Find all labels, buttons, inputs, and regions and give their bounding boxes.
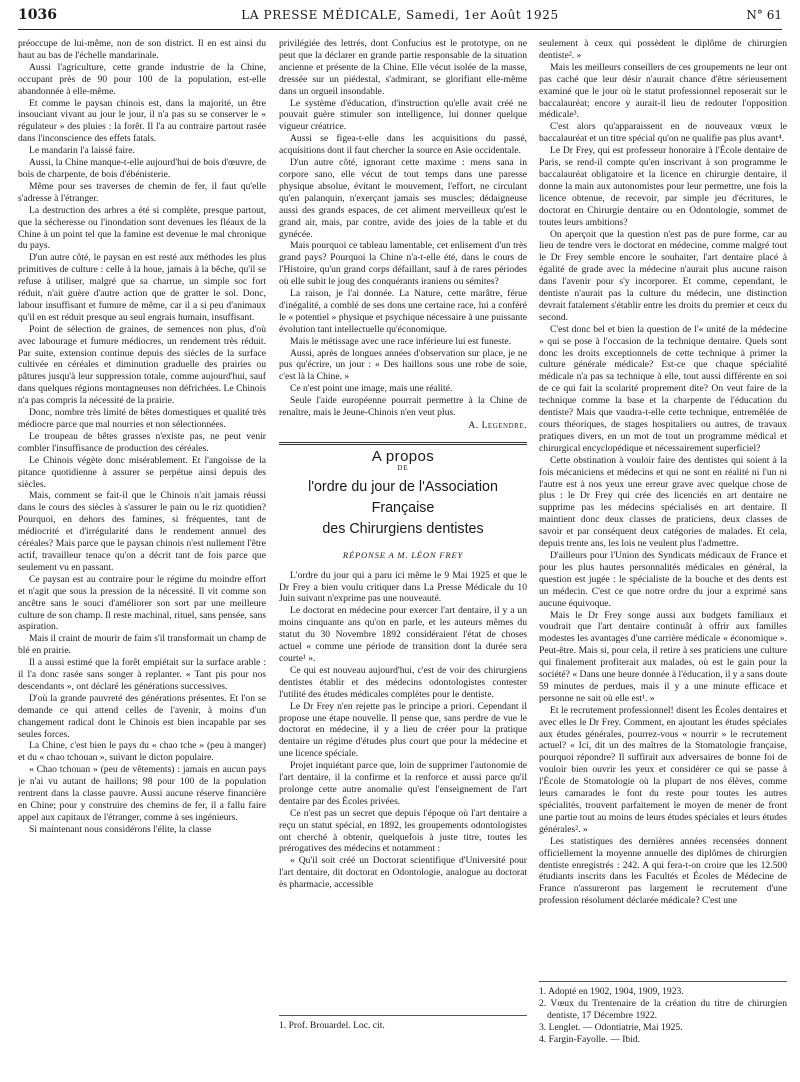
paragraph: Projet inquiétant parce que, loin de supprimer l'autonomie de l'art dentaire, il la confirme et la renforce et aussi parce qu'il prolonge cette autre anomalie qu'est l'enseignement de l'art dentaire par des Écoles privées. [279, 760, 527, 807]
paragraph: Mais pourquoi ce tableau lamentable, cet enlisement d'un très grand pays? Pourquoi la Chine n'a-t-elle été, dans le cours de l'Histoire, qu'un grand corps défaillant, sauf à de rares périodes où elle subit le joug des conquérants iraniens ou sémites? [279, 240, 527, 288]
paragraph: L'ordre du jour qui a paru ici même le 9 Mai 1925 et que le Dr Frey a bien voulu critiquer dans La Presse Médicale du 10 Juin suivant n'exprime pas une nouveauté. [279, 569, 527, 605]
paragraph: Le Dr Frey, qui est professeur honoraire à l'École dentaire de Paris, se rend-il compte qu'en inscrivant à son programme le baccalauréat obligatoire et la licence en chirurgie dentaire, il donne la main aux autonomistes pour leur permettre, une fois la licence obtenue, de recevoir, par simple jeu d'écritures, le doctorat en Chirurgie dentaire ou en Odontologie, sommet de toutes leurs ambitions? [539, 145, 787, 228]
paragraph: Aussi se figea-t-elle dans les acquisitions du passé, acquisitions dont il faut chercher la source en Asie occidentale. [279, 133, 527, 157]
paragraph: « Qu'il soit créé un Doctorat scientifique d'Université pour l'art dentaire, dit doctorat en Odontologie, analogue au doctorat ès pharmacie, accessible [279, 855, 527, 891]
paragraph: Aussi, la Chine manque-t-elle aujourd'hui de bois d'œuvre, de bois de charpente, de bois d'ébénisterie. [18, 157, 266, 180]
frey-response-body [279, 570, 527, 891]
paragraph: Aussi, après de longues années d'observation sur place, je ne pus qu'écrire, un jour : « Des haillons sous une robe de soie, c'est là la Chine. » [279, 347, 527, 383]
footnote: 4. Fargin-Fayolle. — Ibid. [539, 1033, 641, 1045]
paragraph: Le système d'éducation, d'instruction qu'elle avait créé ne pouvait guère stimuler son intelligence, lui donner quelque vigueur créatrice. [279, 97, 527, 133]
footnote: 1. Prof. Brouardel. Loc. cit. [279, 1020, 385, 1031]
column-right [539, 38, 787, 1082]
paragraph: Le Dr Frey n'en rejette pas le principe a priori. Cependant il propose une étape nouvelle. Il pense que, sans perdre de vue le doctorat en médecine, il y a lieu de créer pour la pratique dentaire un régime d'études plus court que pour la médecine et une licence spéciale. [279, 700, 527, 760]
page-header [18, 7, 782, 30]
paragraph: Mais le métissage avec une race inférieure lui est funeste. [290, 335, 512, 347]
paragraph: Donc, nombre très limité de bêtes domestiques et qualité très médiocre parce que mal nourries et non sélectionnées. [18, 407, 266, 430]
paragraph: D'ailleurs pour l'Union des Syndicats médicaux de France et pour les plus hautes personnalités médicales en général, la question est jugée : le spécialiste de la bouche et des dents est un médecin. C'est ce que notre ordre du jour a exprimé sans aucune équivoque. [539, 549, 787, 609]
paragraph: Et comme le paysan chinois est, dans la majorité, un être insouciant vivant au jour le jour, il n'a pas su se conserver le « régulateur » des pluies : la forêt. Il l'a au contraire partout rasée dans l'inconscience des effets fatals. [18, 97, 266, 145]
footnote: 1. Adopté en 1902, 1904, 1909, 1923. [539, 986, 684, 997]
paragraph: Aussi l'agriculture, cette grande industrie de la Chine, occupant près de 90 pour 100 de la population, est-elle abandonnée à elle-même. [18, 61, 266, 97]
paragraph: D'un autre côté, le paysan en est resté aux méthodes les plus primitives de culture : celle à la houe, jamais à la bêche, qu'il se refuse à utiliser, malgré que sa charrue, un simple soc fort réduit, n'ait guère d'autre action que de gratter le sol. Donc, labour insuffisant et fumure de même, car il a si peu d'animaux qu'il en est réduit presque au seul engrais humain, insuffisant. [18, 252, 266, 323]
footnotes-right [539, 981, 787, 1046]
paragraph: privilégiée des lettrés, dont Confucius est le prototype, on ne peut que la déclarer en grande partie responsable de la situation ancienne et présente de la Chine. Elle vécut isolée de la masse, dressée sur un piédestal, s'admirant, se glorifiant elle-même dans un orgueil insondable. [279, 38, 527, 97]
paragraph: Si maintenant nous considérons l'élite, la classe [29, 823, 212, 835]
paragraph: « Chao tchouan » (peu de vêtements) : jamais en aucun pays je n'ai vu autant de haillons; 98 pour 100 de la population rentrent dans la classe pauvre. Aussi aucune réserve financière en Chine; pour y construire des chemins de fer, il a fallu faire appel aux capitaux de l'étranger, comme à ses ingénieurs. [18, 764, 266, 823]
article-title-line-1: l'ordre du jour de l'Association Française [308, 478, 498, 516]
paragraph: Point de sélection de graines, de semences non plus, d'où avec labourage et fumure médiocres, un rendement très réduit. Par suite, extension continue depuis des siècles de la surface cultivée en céréales et diminution graduelle des prairies ou pâtures jusqu'à leur suppression totale, comme aujourd'hui, sauf dans quelques régions montagneuses non défrichées. Le Chinois n'a pas compris la nécessité de la prairie. [18, 323, 266, 407]
paragraph: Le doctorat en médecine pour exercer l'art dentaire, il y a un moins cinquante ans qu'on en parle, et les auteurs mêmes du statut du 30 Novembre 1892 considéraient l'état de choses actuel « comme une période de transition dont la durée sera courte¹ ». [279, 605, 527, 664]
footnote: 3. Lenglet. — Odontiatrie, Mai 1925. [539, 1021, 683, 1033]
paragraph: Les statistiques des dernières années recensées donnent officiellement la moyenne annuelle des diplômes de chirurgien dentiste enregistrés : 242. A qui fera-t-on croire que les 12.500 étudiants inscrits dans les Facultés et Écoles de Médecine de France n'assureront pas largement le recrutement d'une profession résolument déclarée médicale? C'est une [539, 835, 787, 907]
article-title-line-2: des Chirurgiens dentistes [322, 520, 484, 537]
legendre-article-end [279, 38, 527, 419]
article-heading [279, 447, 527, 562]
footnotes-middle [279, 1015, 527, 1032]
issue-number: N° 61 [746, 8, 782, 22]
paragraph: Mais le Dr Frey songe aussi aux budgets familiaux et voudrait que l'art dentaire continuât à offrir aux familles modestes les avantages d'une carrière médicale « économique ». Peut-être. Mais si, pour cela, il retire à ses praticiens une culture qui finalement profiterait aux malades, où est le gain pour la société? « Dans une heure donnée à l'éducation, il y a sans doute 59 minutes de perdues, mais il y a une minute efficace et personne ne sait où elle est¹. » [539, 609, 787, 704]
paragraph: Mais il craint de mourir de faim s'il transformait un champ de blé en prairie. [18, 633, 266, 657]
column-middle [279, 38, 527, 1082]
paragraph: Ce qui est nouveau aujourd'hui, c'est de voir des chirurgiens dentistes établir et des médecins odontologistes contester l'utilité des études médicales complètes pour le dentiste. [279, 664, 527, 700]
page-number: 1036 [18, 7, 57, 23]
paragraph: Ce n'est point une image, mais une réalité. [290, 383, 453, 395]
paragraph: La Chine, c'est bien le pays du « chao tche » (peu à manger) et du « chao tchouan », suivant le dicton populaire. [18, 740, 266, 764]
article-kicker: A propos [371, 447, 435, 465]
journal-title-date: LA PRESSE MÉDICALE, Samedi, 1er Août 1925 [241, 8, 559, 22]
paragraph: C'est donc bel et bien la question de l'« unité de la médecine » qui se pose à l'occasion de la technique dentaire. Quels sont donc les droits exceptionnels de cette technique à primer la culture générale médicale? Est-ce que chaque spécialité médicale n'a pas sa technique à elle, tout aussi différente en soi de ce qui fait la scolarité proprement dite? On veut faire de la technique comme la base et la charpente de l'éducation du dentiste? Mais que vaudra-t-elle cette technique, entremêlée de cours théoriques, de stages hospitaliers ou autres, de travaux pratiques divers, en un mot de tout un programme médical et chirurgical encyclopédique et nécessairement superficiel? [539, 323, 787, 454]
paragraph: Même pour ses traverses de chemin de fer, il faut qu'elle s'adresse à l'étranger. [18, 180, 266, 204]
paragraph: La destruction des arbres a été si complète, presque partout, que la sécheresse ou l'inondation sont devenues les fléaux de la Chine à un point tel que la famine est devenue le mal chronique du pays. [18, 204, 266, 252]
paragraph: préoccupe de lui-même, non de son district. Il en est ainsi du haut au bas de l'échelle mandarinale. [18, 38, 266, 61]
frey-response-continued [539, 38, 787, 907]
article-divider [279, 442, 527, 445]
paragraph: On aperçoit que la question n'est pas de pure forme, car au lieu de tendre vers le doctorat en médecine, comme malgré tout le Dr Frey semble encore le souhaiter, l'art dentaire placé à égalité de grade avec la médecine n'aurait plus aucune raison dans l'avenir pour s'y incorporer. Et comme, cependant, le dentiste n'aurait pas la culture du médecin, une distinction devrait fatalement s'établir entre les droits du premier et ceux du second. [539, 228, 787, 323]
paragraph: Cette obstination à vouloir faire des dentistes qui soient à la fois mécaniciens et médecins et qui ne sont en réalité ni l'un ni l'autre est à nos yeux une erreur grave avec quelque chose de plus : le Dr Frey qui crée des licenciés en art dentaire ne supprime pas les médecins spécialisés en art dentaire. Il maintient donc deux classes de praticiens, deux classes de savoir et par conséquent deux catégories de malades. Et cela, depuis trente ans, les lois ne veulent plus l'admettre. [539, 454, 787, 550]
article-subtitle: RÉPONSE A M. LÉON FREY [342, 549, 464, 560]
paragraph: Ce n'est pas un secret que depuis l'époque où l'art dentaire a reçu un statut spécial, en 1892, les groupements odontologistes ont cherché à obtenir, quelquefois à juste titre, toutes les prérogatives des médecins et notamment : [279, 807, 527, 855]
paragraph: Et le recrutement professionnel! disent les Écoles dentaires et avec elles le Dr Frey. Comment, en ajoutant les études spéciales aux études générales, pourrez-vous « nourrir » le recrutement actuel? « Ici, dit un des maîtres de la Stomatologie française, pourquoi répondre? Il suffirait aux adversaires de bonne foi de vouloir bien ouvrir les yeux et considérer ce qui se passe à l'École de Stomatologie où la plupart de nos élèves, comme leurs camarades le font du reste pour toutes les autres spécialités, trouvent parfaitement le moyen de mener de front une partie tout au moins de leurs études spéciales et leurs études générales². » [539, 704, 787, 835]
paragraph: C'est alors qu'apparaissent en de nouveaux vœux le baccalauréat et un titre spécial qu'on ne qualifie pas plus avant⁴. [539, 121, 787, 145]
paragraph: La raison, je l'ai donnée. La Nature, cette marâtre, férue d'inégalité, a comblé de ses dons une certaine race, lui a conféré le « potentiel » physique et psychique nécessaire à une puissante évolution tant intellectuelle qu'économique. [279, 288, 527, 335]
paragraph: Mais les meilleurs conseillers de ces groupements ne leur ont pas caché que leur désir n'aurait chance d'être sérieusement examiné que le jour où le statut professionnel reposerait sur le baccalauréat; encore y aurait-il lieu de redouter l'opposition médicale³. [539, 61, 787, 121]
paragraph: Il a aussi estimé que la forêt empiétait sur la surface arable : il l'a donc rasée sans songer à replanter. « Tant pis pour nos descendants », ont déclaré les générations successives. [18, 657, 266, 692]
column-left [18, 38, 266, 1082]
paragraph: Seule l'aide européenne pourrait permettre à la Chine de renaître, mais le Jeune-Chinois n'en veut plus. [279, 395, 527, 419]
paragraph: Le troupeau de bêtes grasses n'existe pas, ne peut venir combler l'insuffisance de production des céréales. [18, 430, 266, 454]
paragraph: Le Chinois végète donc misérablement. Et l'angoisse de la pitance quotidienne à assurer se perpétue ainsi depuis des siècles. [18, 454, 266, 490]
footnote: 2. Vœux du Trentenaire de la création du titre de chirurgien dentiste, 17 Décembre 1922. [539, 997, 787, 1021]
paragraph: D'un autre côté, ignorant cette maxime : mens sana in corpore sano, elle vécut de tout temps dans une paresse physique absolue, évitant le mouvement, l'effort, ne circulant qu'en palanquin, n'exerçant jamais ses muscles; dédaigneuse aussi des grands espaces, de cet aliment merveilleux qu'est le grand air, mais, par contre, avide des joies de la table et du gynécée. [279, 157, 527, 240]
paragraph: Mais, comment se fait-il que le Chinois n'ait jamais réussi dans le cours des siècles à s'assurer le pain ou le riz quotidien? Pourquoi, en dehors des famines, si fréquentes, tant de médiocrité et d'irrégularité dans le rendement annuel des céréales? Mais parce que le paysan chinois n'est nullement l'être actif, travailleur tenace qu'on a décrit tant de fois parce que seulement vu en passant. [18, 490, 266, 573]
paragraph: seulement à ceux qui possèdent le diplôme de chirurgien dentiste². » [539, 38, 787, 61]
paragraph: Ce paysan est au contraire pour le régime du moindre effort et n'agit que sous la pression de la nécessité. Il vit comme son ancêtre sans le souci d'améliorer son sort par une meilleure culture de son champ. Il reste machinal, rituel, sans pensée, sans aspiration. [18, 573, 266, 633]
paragraph: D'où la grande pauvreté des générations présentes. Et l'on se demande ce qui attend celles de l'avenir, à moins d'un changement radical dont le Chinois est bien incapable par ses seules forces. [18, 692, 266, 740]
article-de: DE [397, 463, 409, 472]
author-signature: A. Legendre. [468, 420, 527, 431]
paragraph: Le mandarin l'a laissé faire. [29, 145, 135, 157]
